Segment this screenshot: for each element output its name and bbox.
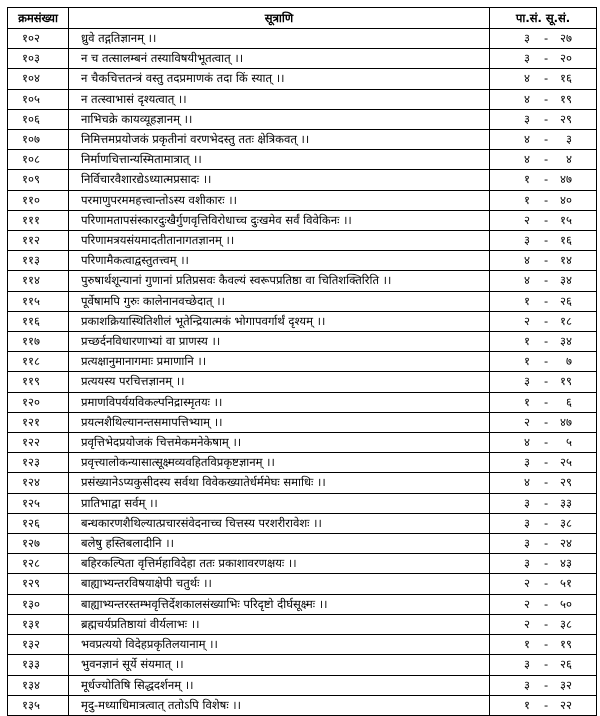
sutra-text: प्रच्छर्दनविधारणाभ्यां वा प्राणस्य ।। [69, 332, 490, 352]
sutra-reference [490, 372, 597, 392]
serial-number: १२० [8, 392, 69, 412]
sutra-text: परिणामैकत्वाद्वस्तुतत्त्वम् ।। [69, 251, 490, 271]
table-row [8, 332, 597, 352]
sutra-reference [490, 291, 597, 311]
serial-number: १०५ [8, 89, 69, 109]
table-row [8, 614, 597, 634]
sutra-number: २९ [560, 111, 572, 126]
sutra-reference [490, 130, 597, 150]
sutra-number: ४७ [560, 172, 572, 187]
pada-number: ३ [524, 111, 530, 126]
separator-dash: - [544, 475, 549, 490]
sutra-number: १९ [560, 91, 572, 106]
separator-dash: - [544, 212, 549, 227]
serial-number: ११३ [8, 251, 69, 271]
serial-number: ११५ [8, 291, 69, 311]
separator-dash: - [544, 374, 549, 389]
sutra-reference [490, 392, 597, 412]
sutra-number: २७ [560, 31, 572, 45]
pada-number: ३ [524, 677, 530, 692]
table-row [8, 574, 597, 594]
sutra-reference [490, 271, 597, 291]
pada-number: ४ [524, 132, 530, 147]
sutra-number: ४ [566, 152, 572, 167]
pada-number: ३ [524, 536, 530, 551]
sutra-text: बहिरकल्पिता वृत्तिर्महाविदेहा ततः प्रकाशावरणक्षयः ।। [69, 554, 490, 574]
serial-number: १०८ [8, 150, 69, 170]
separator-dash: - [544, 91, 549, 106]
pada-number: २ [524, 414, 530, 429]
sutra-text: प्रत्ययस्य परचित्तज्ञानम् ।। [69, 372, 490, 392]
table-row [8, 251, 597, 271]
table-row [8, 412, 597, 432]
sutra-text: पुरुषार्थशून्यानां गुणानां प्रतिप्रसवः कैवल्यं स्वरूपप्रतिष्ठा वा चितिशक्तिरिति ।। [69, 271, 490, 291]
table-row [8, 150, 597, 170]
table-row [8, 311, 597, 331]
sutra-number: ७ [566, 354, 572, 369]
pada-number: १ [524, 334, 530, 349]
table-row [8, 231, 597, 251]
sutra-reference [490, 655, 597, 675]
sutra-number: ६ [566, 394, 572, 409]
separator-dash: - [544, 495, 549, 510]
sutra-text: निर्विचारवैशारद्येऽध्यात्मप्रसादः ।। [69, 170, 490, 190]
separator-dash: - [544, 253, 549, 268]
serial-number: १०३ [8, 49, 69, 69]
separator-dash: - [544, 414, 549, 429]
separator-dash: - [544, 616, 549, 631]
separator-dash: - [544, 313, 549, 328]
sutra-reference [490, 29, 597, 49]
sutra-number: १९ [560, 637, 572, 652]
sutra-reference [490, 574, 597, 594]
sutra-reference [490, 190, 597, 210]
pada-number: ४ [524, 91, 530, 106]
sutra-number: २६ [560, 293, 572, 308]
table-row [8, 109, 597, 129]
separator-dash: - [544, 657, 549, 672]
table-row [8, 210, 597, 230]
sutra-reference [490, 352, 597, 372]
pada-number: ३ [524, 51, 530, 66]
sutra-reference [490, 49, 597, 69]
pada-number: १ [524, 354, 530, 369]
table-row [8, 69, 597, 89]
serial-number: १०६ [8, 109, 69, 129]
sutra-text: बलेषु हस्तिबलादीनि ।। [69, 534, 490, 554]
separator-dash: - [544, 51, 549, 66]
pada-number: ४ [524, 435, 530, 450]
serial-number: ११० [8, 190, 69, 210]
sutra-reference [490, 251, 597, 271]
table-row [8, 473, 597, 493]
pada-number: ३ [524, 374, 530, 389]
sutra-text: ध्रुवे तद्गतिज्ञानम् ।। [69, 29, 490, 49]
sutra-text: परमाणुपरममहत्त्वान्तोऽस्य वशीकारः ।। [69, 190, 490, 210]
separator-dash: - [544, 132, 549, 147]
separator-dash: - [544, 697, 549, 712]
sutra-text: भवप्रत्ययो विदेहप्रकृतिलयानाम् ।। [69, 635, 490, 655]
separator-dash: - [544, 31, 549, 45]
sutra-number: २४ [560, 536, 572, 551]
sutra-number: १९ [560, 374, 572, 389]
sutra-text: मूर्धज्योतिषि सिद्धदर्शनम् ।। [69, 675, 490, 695]
sutra-text: बाह्याभ्यन्तरस्तम्भवृत्तिर्देशकालसंख्याभिः परिदृष्टो दीर्घसूक्ष्मः ।। [69, 594, 490, 614]
sutra-reference [490, 594, 597, 614]
serial-number: ११९ [8, 372, 69, 392]
header-row [8, 8, 597, 29]
separator-dash: - [544, 435, 549, 450]
pada-number: १ [524, 192, 530, 207]
table-row [8, 554, 597, 574]
table-row [8, 372, 597, 392]
separator-dash: - [544, 515, 549, 530]
separator-dash: - [544, 172, 549, 187]
header-sutras: सूत्राणि [69, 8, 490, 29]
sutra-text: न तत्स्वाभासं दृश्यत्वात् ।। [69, 89, 490, 109]
sutra-reference [490, 675, 597, 695]
table-row [8, 130, 597, 150]
sutra-text: बाह्याभ्यन्तरविषयाक्षेपी चतुर्थः ।। [69, 574, 490, 594]
serial-number: ११४ [8, 271, 69, 291]
separator-dash: - [544, 394, 549, 409]
pada-number: ३ [524, 455, 530, 470]
sutra-reference [490, 695, 597, 715]
pada-number: २ [524, 596, 530, 611]
sutra-number: ३८ [560, 616, 572, 631]
sutra-number: २९ [560, 475, 572, 490]
sutra-number: ५० [560, 596, 572, 611]
sutra-text: भुवनज्ञानं सूर्ये संयमात् ।। [69, 655, 490, 675]
sutra-text: परिणामतापसंस्कारदुःखैर्गुणवृत्तिविरोधाच्च दुःखमेव सर्वं विवेकिनः ।। [69, 210, 490, 230]
serial-number: १२६ [8, 513, 69, 533]
serial-number: १२३ [8, 453, 69, 473]
sutra-reference [490, 170, 597, 190]
pada-number: १ [524, 394, 530, 409]
separator-dash: - [544, 455, 549, 470]
sutra-reference [490, 69, 597, 89]
separator-dash: - [544, 596, 549, 611]
sutra-number: २० [560, 51, 572, 66]
table-row [8, 271, 597, 291]
pada-number: १ [524, 172, 530, 187]
sutra-reference [490, 210, 597, 230]
sutra-text: प्रवृत्त्यालोकन्यासात्सूक्ष्मव्यवहितविप्रकृष्टज्ञानम् ।। [69, 453, 490, 473]
sutra-reference [490, 554, 597, 574]
sutra-text: प्रकाशक्रियास्थितिशीलं भूतेन्द्रियात्मकं भोगापवर्गार्थं दृश्यम् ।। [69, 311, 490, 331]
separator-dash: - [544, 111, 549, 126]
sutra-text: प्रमाणविपर्ययविकल्पनिद्रास्मृतयः ।। [69, 392, 490, 412]
pada-number: ३ [524, 556, 530, 571]
sutra-reference [490, 614, 597, 634]
pada-number: ४ [524, 253, 530, 268]
sutra-text: न च तत्सालम्बनं तस्याविषयीभूतत्वात् ।। [69, 49, 490, 69]
pada-number: ४ [524, 152, 530, 167]
sutra-number: २६ [560, 657, 572, 672]
serial-number: ११२ [8, 231, 69, 251]
separator-dash: - [544, 273, 549, 288]
separator-dash: - [544, 71, 549, 86]
table-body [8, 29, 597, 716]
sutra-number: ४० [560, 192, 572, 207]
sutra-number: ४३ [560, 556, 572, 571]
header-serial-number: क्रमसंख्या [8, 8, 69, 29]
table-row [8, 49, 597, 69]
pada-number: ४ [524, 475, 530, 490]
sutra-text: प्रयत्नशैथिल्यानन्तसमापत्तिभ्याम् ।। [69, 412, 490, 432]
pada-number: ३ [524, 515, 530, 530]
sutra-text: प्रवृत्तिभेदप्रयोजकं चित्तमेकमनेकेषाम् ।। [69, 433, 490, 453]
sutra-text: प्रातिभाद्वा सर्वम् ।। [69, 493, 490, 513]
pada-number: २ [524, 576, 530, 591]
table-row [8, 493, 597, 513]
serial-number: १३० [8, 594, 69, 614]
separator-dash: - [544, 677, 549, 692]
sutra-number: २२ [560, 697, 572, 712]
sutra-number: १४ [560, 253, 572, 268]
serial-number: १२७ [8, 534, 69, 554]
sutra-number: १५ [560, 212, 572, 227]
table-row [8, 29, 597, 49]
sutra-number: १८ [560, 313, 572, 328]
pada-number: १ [524, 293, 530, 308]
sutra-number: ४७ [560, 414, 572, 429]
sutra-number: ३८ [560, 515, 572, 530]
separator-dash: - [544, 576, 549, 591]
separator-dash: - [544, 556, 549, 571]
sutra-text: ब्रह्मचर्यप्रतिष्ठायां वीर्यलाभः ।। [69, 614, 490, 634]
table-row [8, 453, 597, 473]
separator-dash: - [544, 233, 549, 248]
sutra-text: नाभिचक्रे कायव्यूहज्ञानम् ।। [69, 109, 490, 129]
serial-number: १०७ [8, 130, 69, 150]
table-row [8, 89, 597, 109]
separator-dash: - [544, 293, 549, 308]
table-row [8, 675, 597, 695]
serial-number: १२४ [8, 473, 69, 493]
sutra-reference [490, 89, 597, 109]
sutra-text: मृदु-मध्याधिमात्रत्वात् ततोऽपि विशेषः ।। [69, 695, 490, 715]
sutra-number: ३३ [560, 495, 572, 510]
table-row [8, 433, 597, 453]
separator-dash: - [544, 334, 549, 349]
pada-number: ३ [524, 495, 530, 510]
serial-number: ११७ [8, 332, 69, 352]
serial-number: १२१ [8, 412, 69, 432]
serial-number: १०४ [8, 69, 69, 89]
sutra-index-sheet [7, 7, 593, 716]
serial-number: १२८ [8, 554, 69, 574]
pada-number: २ [524, 212, 530, 227]
sutra-number: ३२ [560, 677, 572, 692]
table-row [8, 291, 597, 311]
sutra-text: न चैकचित्ततन्त्रं वस्तु तदप्रमाणकं तदा किं स्यात् ।। [69, 69, 490, 89]
sutra-reference [490, 433, 597, 453]
sutra-reference [490, 231, 597, 251]
serial-number: १११ [8, 210, 69, 230]
pada-number: १ [524, 697, 530, 712]
sutra-text: निर्माणचित्तान्यस्मितामात्रात् ।। [69, 150, 490, 170]
sutra-table [7, 7, 597, 716]
sutra-number: २५ [560, 455, 572, 470]
table-row [8, 655, 597, 675]
header-pada-sutra-number: पा.सं. सू.सं. [490, 8, 597, 29]
table-row [8, 190, 597, 210]
sutra-number: ३ [566, 132, 572, 147]
sutra-reference [490, 635, 597, 655]
sutra-text: निमित्तमप्रयोजकं प्रकृतीनां वरणभेदस्तु ततः क्षेत्रिकवत् ।। [69, 130, 490, 150]
serial-number: ११८ [8, 352, 69, 372]
serial-number: १३१ [8, 614, 69, 634]
pada-number: ३ [524, 31, 530, 45]
table-row [8, 594, 597, 614]
separator-dash: - [544, 637, 549, 652]
sutra-reference [490, 534, 597, 554]
serial-number: १३२ [8, 635, 69, 655]
sutra-number: १६ [560, 71, 572, 86]
sutra-number: ३४ [560, 273, 572, 288]
serial-number: १२२ [8, 433, 69, 453]
sutra-text: प्रत्यक्षानुमानागमाः प्रमाणानि ।। [69, 352, 490, 372]
pada-number: १ [524, 637, 530, 652]
serial-number: १०२ [8, 29, 69, 49]
serial-number: ११६ [8, 311, 69, 331]
separator-dash: - [544, 536, 549, 551]
sutra-number: ३४ [560, 334, 572, 349]
pada-number: ४ [524, 71, 530, 86]
serial-number: १३४ [8, 675, 69, 695]
sutra-reference [490, 473, 597, 493]
table-row [8, 534, 597, 554]
pada-number: ३ [524, 233, 530, 248]
table-row [8, 635, 597, 655]
sutra-reference [490, 453, 597, 473]
pada-number: ४ [524, 273, 530, 288]
sutra-reference [490, 332, 597, 352]
table-row [8, 352, 597, 372]
serial-number: १३३ [8, 655, 69, 675]
sutra-text: परिणामत्रयसंयमादतीतानागतज्ञानम् ।। [69, 231, 490, 251]
separator-dash: - [544, 152, 549, 167]
serial-number: १२५ [8, 493, 69, 513]
sutra-reference [490, 493, 597, 513]
serial-number: १२९ [8, 574, 69, 594]
pada-number: ३ [524, 657, 530, 672]
sutra-reference [490, 412, 597, 432]
sutra-text: पूर्वेषामपि गुरुः कालेनानवच्छेदात् ।। [69, 291, 490, 311]
sutra-number: ५१ [560, 576, 572, 591]
sutra-number: १६ [560, 233, 572, 248]
sutra-number: ५ [566, 435, 572, 450]
serial-number: १०९ [8, 170, 69, 190]
table-row [8, 170, 597, 190]
pada-number: २ [524, 313, 530, 328]
sutra-reference [490, 513, 597, 533]
separator-dash: - [544, 192, 549, 207]
sutra-reference [490, 109, 597, 129]
sutra-reference [490, 311, 597, 331]
table-row [8, 513, 597, 533]
sutra-reference [490, 150, 597, 170]
table-row [8, 695, 597, 715]
pada-number: २ [524, 616, 530, 631]
separator-dash: - [544, 354, 549, 369]
serial-number: १३५ [8, 695, 69, 715]
sutra-text: प्रसंख्यानेऽप्यकुसीदस्य सर्वथा विवेकख्यातेर्धर्ममेघः समाधिः ।। [69, 473, 490, 493]
sutra-text: बन्धकारणशैथिल्यात्प्रचारसंवेदनाच्च चित्तस्य परशरीरावेशः ।। [69, 513, 490, 533]
table-row [8, 392, 597, 412]
